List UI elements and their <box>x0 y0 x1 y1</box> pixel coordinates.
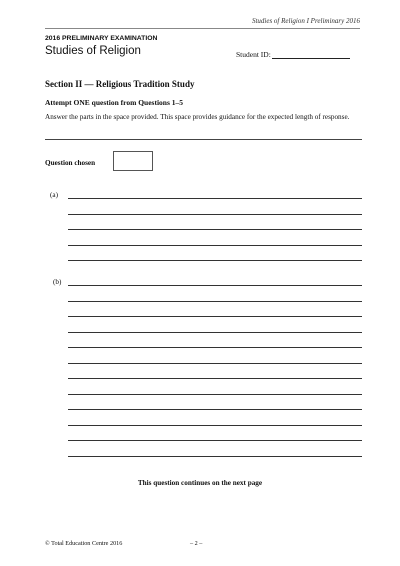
student-id-label: Student ID: <box>236 50 271 59</box>
header-rule <box>45 28 360 29</box>
answer-line[interactable] <box>68 214 362 215</box>
section-divider <box>45 139 362 140</box>
answer-line[interactable] <box>68 229 362 230</box>
question-chosen-box[interactable] <box>113 151 153 171</box>
footer-copyright: © Total Education Centre 2016 <box>45 540 123 547</box>
footer-page-number: – 2 – <box>190 540 203 547</box>
answer-line[interactable] <box>68 456 362 457</box>
answer-line[interactable] <box>68 332 362 333</box>
continues-note: This question continues on the next page <box>137 479 263 487</box>
answer-line[interactable] <box>68 409 362 410</box>
question-chosen-label: Question chosen <box>45 159 96 167</box>
answer-line[interactable] <box>68 198 362 199</box>
answer-line[interactable] <box>68 378 362 379</box>
exam-label: 2016 PRELIMINARY EXAMINATION <box>45 35 158 42</box>
section-instruction: Attempt ONE question from Questions 1–5 <box>45 98 183 107</box>
answer-line[interactable] <box>68 425 362 426</box>
part-b-label: (b) <box>53 278 62 286</box>
answer-line[interactable] <box>68 245 362 246</box>
answer-line[interactable] <box>68 363 362 364</box>
answer-line[interactable] <box>68 285 362 286</box>
running-header: Studies of Religion I Preliminary 2016 <box>251 17 360 25</box>
student-id-field[interactable] <box>272 58 350 59</box>
answer-line[interactable] <box>68 394 362 395</box>
answer-line[interactable] <box>68 440 362 441</box>
answer-line[interactable] <box>68 301 362 302</box>
answer-line[interactable] <box>68 316 362 317</box>
section-title: Section II — Religious Tradition Study <box>45 79 195 89</box>
guidance-text: Answer the parts in the space provided. This space provides guidance for the expected length of response. <box>45 113 350 121</box>
answer-line[interactable] <box>68 260 362 261</box>
answer-line[interactable] <box>68 347 362 348</box>
part-a-label: (a) <box>50 191 58 199</box>
subject-title: Studies of Religion <box>45 45 141 57</box>
